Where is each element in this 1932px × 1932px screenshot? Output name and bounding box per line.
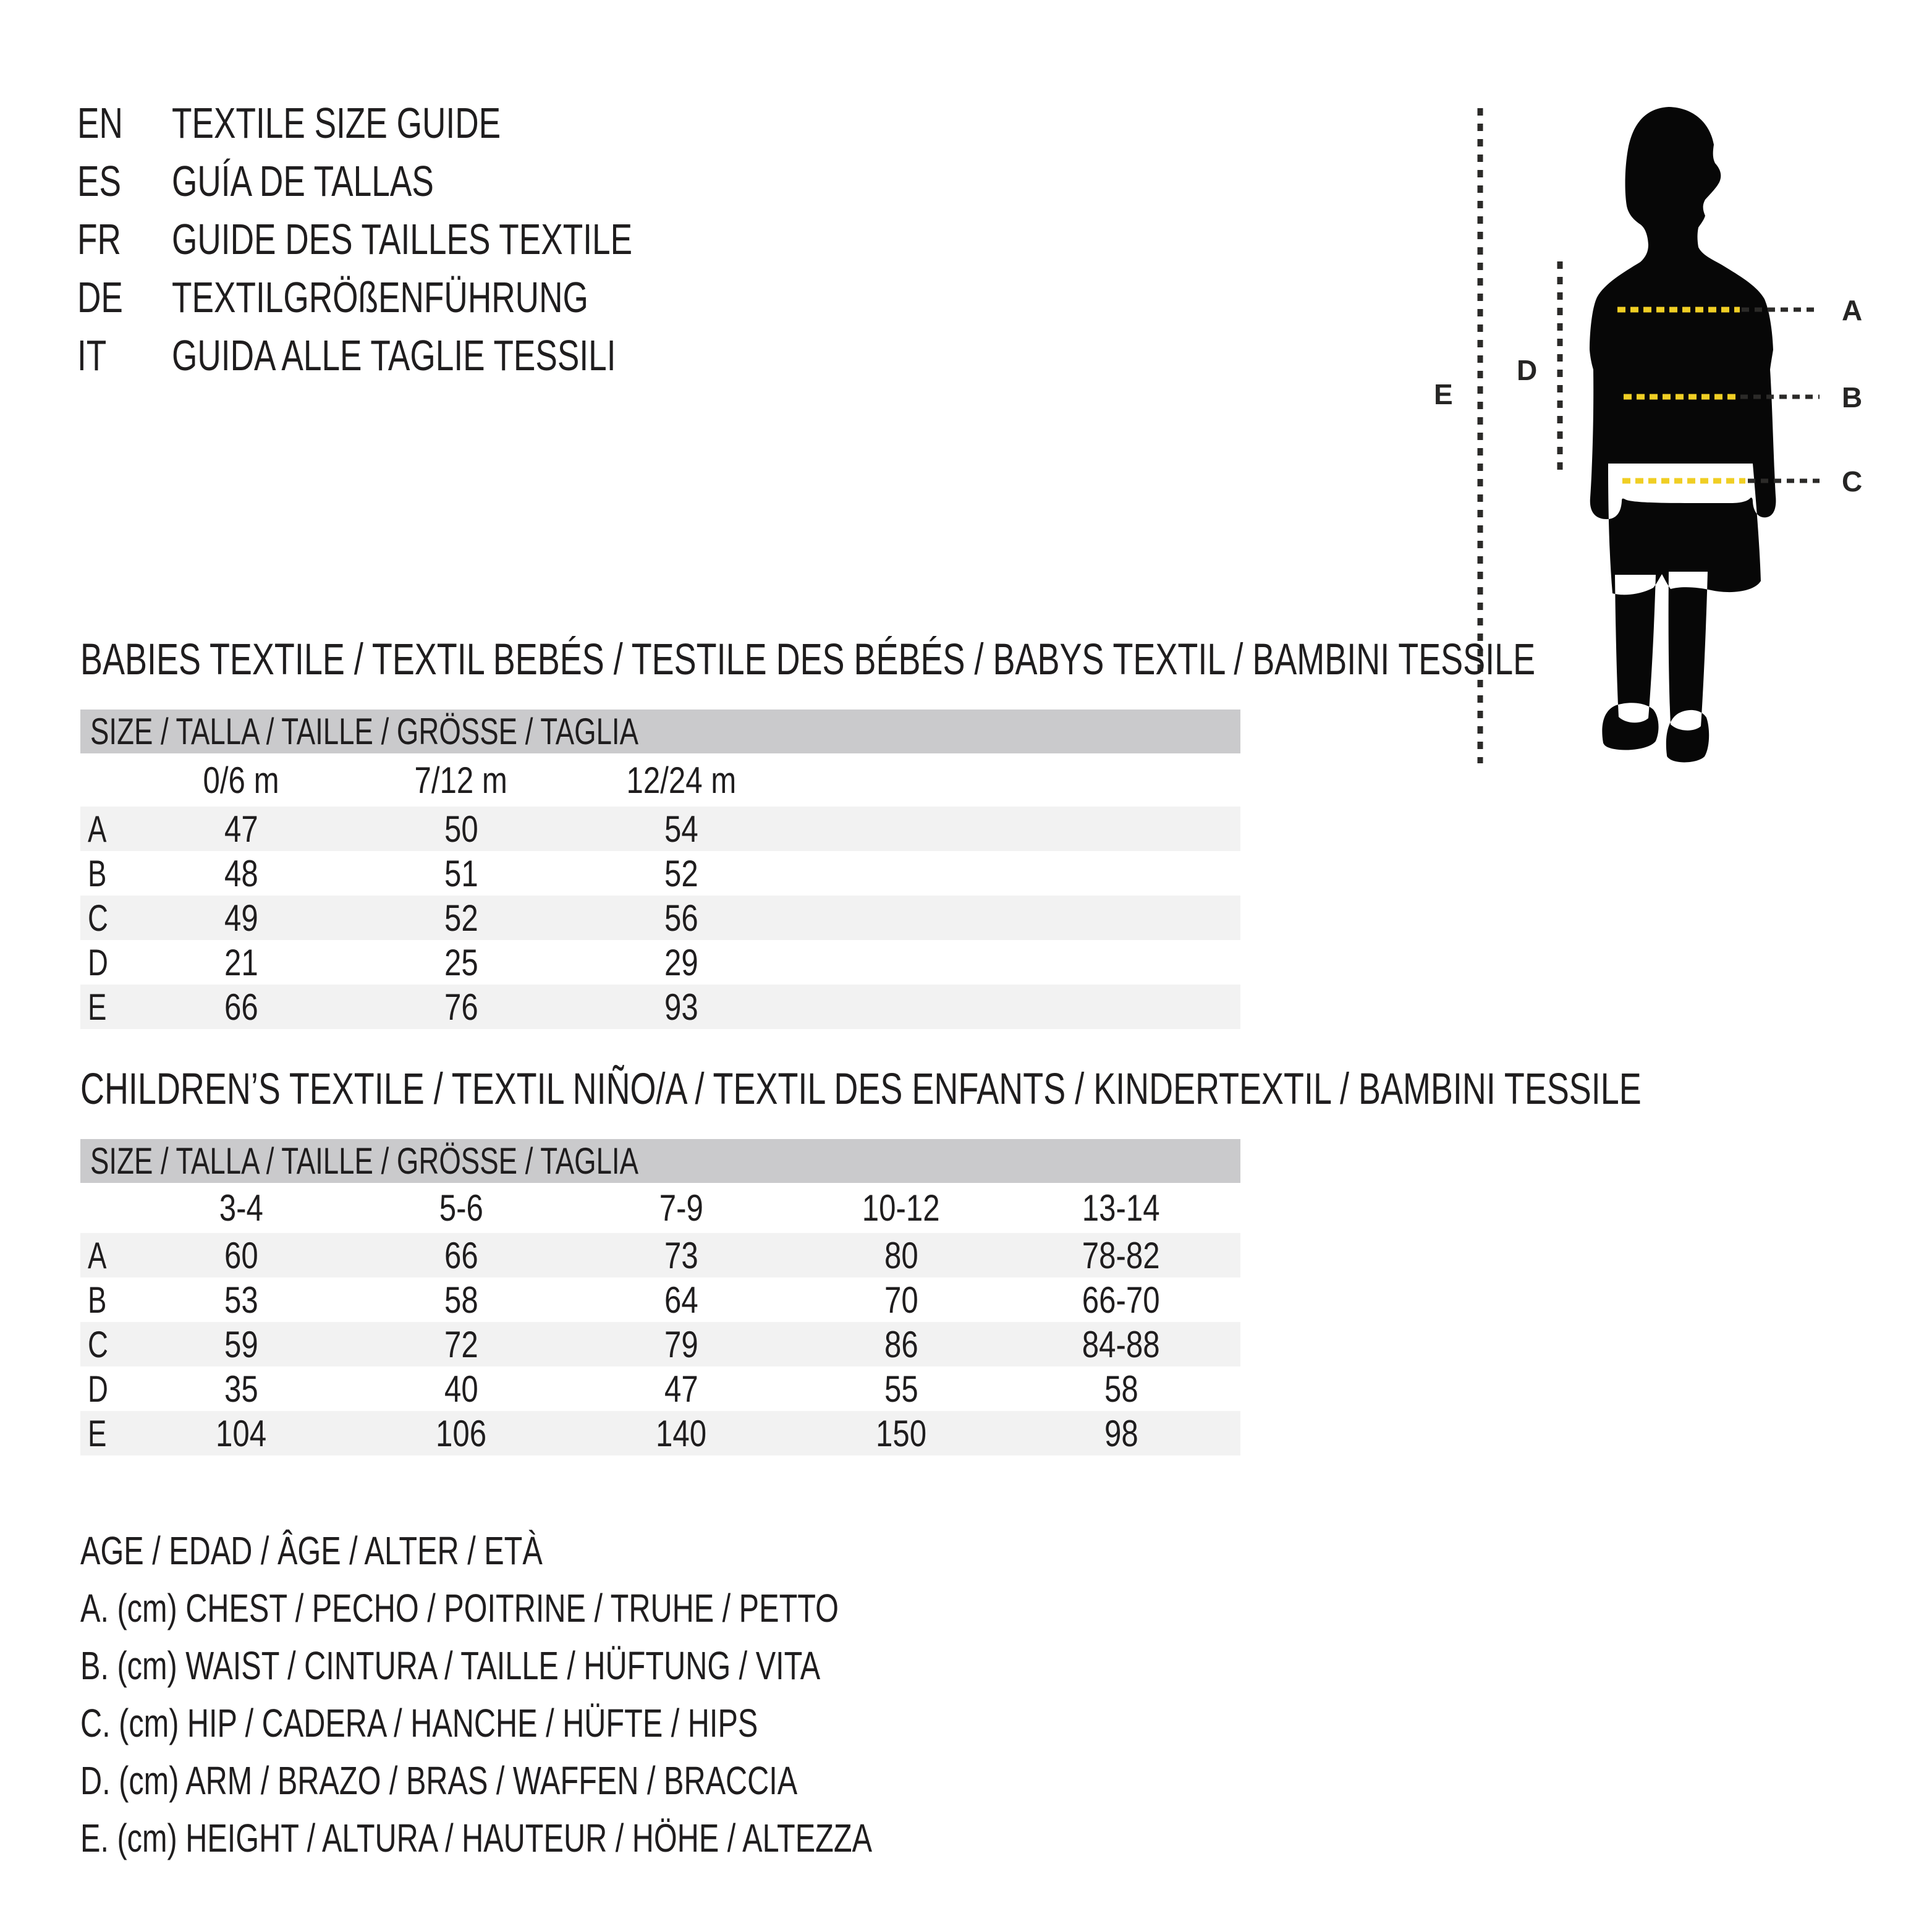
row-label: C xyxy=(88,1323,108,1365)
legend-line-waist: B. (cm) WAIST / CINTURA / TAILLE / HÜFTUNG / VITA xyxy=(80,1643,821,1688)
babies-section-title: BABIES TEXTILE / TEXTIL BEBÉS / TESTILE DES BÉBÉS / BABYS TEXTIL / BAMBINI TESSILE xyxy=(80,635,1536,684)
legend-line-height: E. (cm) HEIGHT / ALTURA / HAUTEUR / HÖHE / ALTEZZA xyxy=(80,1815,873,1860)
language-code: DE xyxy=(77,273,123,321)
cell-value: 56 xyxy=(664,897,698,939)
legend-line-hip: C. (cm) HIP / CADERA / HANCHE / HÜFTE / HIPS xyxy=(80,1700,758,1745)
measurement-diagram xyxy=(1419,93,1932,810)
cell-value: 73 xyxy=(664,1234,698,1276)
cell-value: 54 xyxy=(664,808,698,850)
cell-value: 60 xyxy=(224,1234,258,1276)
cell-value: 25 xyxy=(444,941,478,983)
cell-value: 84-88 xyxy=(1082,1323,1160,1365)
language-row-es xyxy=(77,152,777,210)
cell-value: 40 xyxy=(444,1368,478,1410)
language-code: ES xyxy=(77,157,121,205)
measure-label-d: D xyxy=(1517,354,1538,386)
cell-value: 58 xyxy=(1104,1368,1138,1410)
children-column-headers xyxy=(80,1183,1240,1233)
measure-label-b: B xyxy=(1842,381,1863,413)
cell-value: 78-82 xyxy=(1082,1234,1160,1276)
cell-value: 52 xyxy=(444,897,478,939)
cell-value: 140 xyxy=(655,1412,707,1454)
table-row xyxy=(80,940,1240,985)
language-row-de xyxy=(77,268,777,326)
row-label: A xyxy=(88,1234,107,1276)
table-row xyxy=(80,985,1240,1029)
cell-value: 35 xyxy=(224,1368,258,1410)
column-header: 7-9 xyxy=(659,1187,703,1229)
column-header: 5-6 xyxy=(439,1187,483,1229)
children-section-title: CHILDREN’S TEXTILE / TEXTIL NIÑO/A / TEXTIL DES ENFANTS / KINDERTEXTIL / BAMBINI TESSILE xyxy=(80,1065,1642,1114)
row-label: E xyxy=(88,1412,107,1454)
language-row-en xyxy=(77,94,777,152)
cell-value: 86 xyxy=(884,1323,918,1365)
cell-value: 66-70 xyxy=(1082,1279,1160,1321)
cell-value: 51 xyxy=(444,852,478,894)
cell-value: 98 xyxy=(1104,1412,1138,1454)
page-title-de: TEXTILGRÖßENFÜHRUNG xyxy=(172,273,588,321)
children-size-table xyxy=(80,1139,1240,1455)
measure-label-a: A xyxy=(1842,294,1863,326)
language-code: EN xyxy=(77,99,123,147)
babies-table-header-bar: SIZE / TALLA / TAILLE / GRÖSSE / TAGLIA xyxy=(80,710,1240,753)
table-row xyxy=(80,1277,1240,1322)
measure-label-c: C xyxy=(1842,465,1863,498)
cell-value: 50 xyxy=(444,808,478,850)
language-code: FR xyxy=(77,215,121,263)
column-header: 3-4 xyxy=(219,1187,263,1229)
legend-line-arm: D. (cm) ARM / BRAZO / BRAS / WAFFEN / BRACCIA xyxy=(80,1758,798,1803)
cell-value: 64 xyxy=(664,1279,698,1321)
cell-value: 47 xyxy=(224,808,258,850)
page-title-fr: GUIDE DES TAILLES TEXTILE xyxy=(172,215,633,263)
table-row xyxy=(80,1322,1240,1366)
legend-line-age: AGE / EDAD / ÂGE / ALTER / ETÀ xyxy=(80,1528,543,1573)
cell-value: 55 xyxy=(884,1368,918,1410)
page-title-it: GUIDA ALLE TAGLIE TESSILI xyxy=(172,331,616,379)
cell-value: 59 xyxy=(224,1323,258,1365)
babies-column-headers xyxy=(80,753,1240,807)
table-row xyxy=(80,807,1240,851)
cell-value: 52 xyxy=(664,852,698,894)
column-header: 7/12 m xyxy=(414,759,508,801)
cell-value: 70 xyxy=(884,1279,918,1321)
measure-label-e: E xyxy=(1434,378,1453,410)
row-label: E xyxy=(88,986,107,1028)
row-label: D xyxy=(88,941,108,983)
cell-value: 29 xyxy=(664,941,698,983)
row-label: B xyxy=(88,852,107,894)
cell-value: 150 xyxy=(875,1412,927,1454)
cell-value: 104 xyxy=(215,1412,267,1454)
cell-value: 53 xyxy=(224,1279,258,1321)
page-title-es: GUÍA DE TALLAS xyxy=(172,157,434,205)
table-row xyxy=(80,1366,1240,1411)
children-table-header-bar: SIZE / TALLA / TAILLE / GRÖSSE / TAGLIA xyxy=(80,1139,1240,1183)
column-header: 12/24 m xyxy=(626,759,736,801)
cell-value: 21 xyxy=(224,941,258,983)
measurement-legend xyxy=(80,1522,1122,1866)
table-row xyxy=(80,896,1240,940)
cell-value: 79 xyxy=(664,1323,698,1365)
row-label: B xyxy=(88,1279,107,1321)
row-label: C xyxy=(88,897,108,939)
cell-value: 47 xyxy=(664,1368,698,1410)
language-code: IT xyxy=(77,331,107,379)
table-row xyxy=(80,1233,1240,1277)
language-row-it xyxy=(77,326,777,384)
language-title-list xyxy=(77,94,777,384)
cell-value: 66 xyxy=(444,1234,478,1276)
column-header: 13-14 xyxy=(1082,1187,1160,1229)
page-title: TEXTILE SIZE GUIDE xyxy=(172,99,501,147)
column-header: 0/6 m xyxy=(203,759,279,801)
table-row xyxy=(80,851,1240,896)
column-header: 10-12 xyxy=(862,1187,940,1229)
cell-value: 72 xyxy=(444,1323,478,1365)
row-label: A xyxy=(88,808,107,850)
cell-value: 48 xyxy=(224,852,258,894)
table-row xyxy=(80,1411,1240,1455)
cell-value: 66 xyxy=(224,986,258,1028)
babies-size-table xyxy=(80,710,1240,1029)
cell-value: 58 xyxy=(444,1279,478,1321)
cell-value: 76 xyxy=(444,986,478,1028)
row-label: D xyxy=(88,1368,108,1410)
cell-value: 49 xyxy=(224,897,258,939)
cell-value: 80 xyxy=(884,1234,918,1276)
cell-value: 106 xyxy=(435,1412,487,1454)
language-row-fr xyxy=(77,210,777,268)
cell-value: 93 xyxy=(664,986,698,1028)
legend-line-chest: A. (cm) CHEST / PECHO / POITRINE / TRUHE / PETTO xyxy=(80,1585,839,1630)
